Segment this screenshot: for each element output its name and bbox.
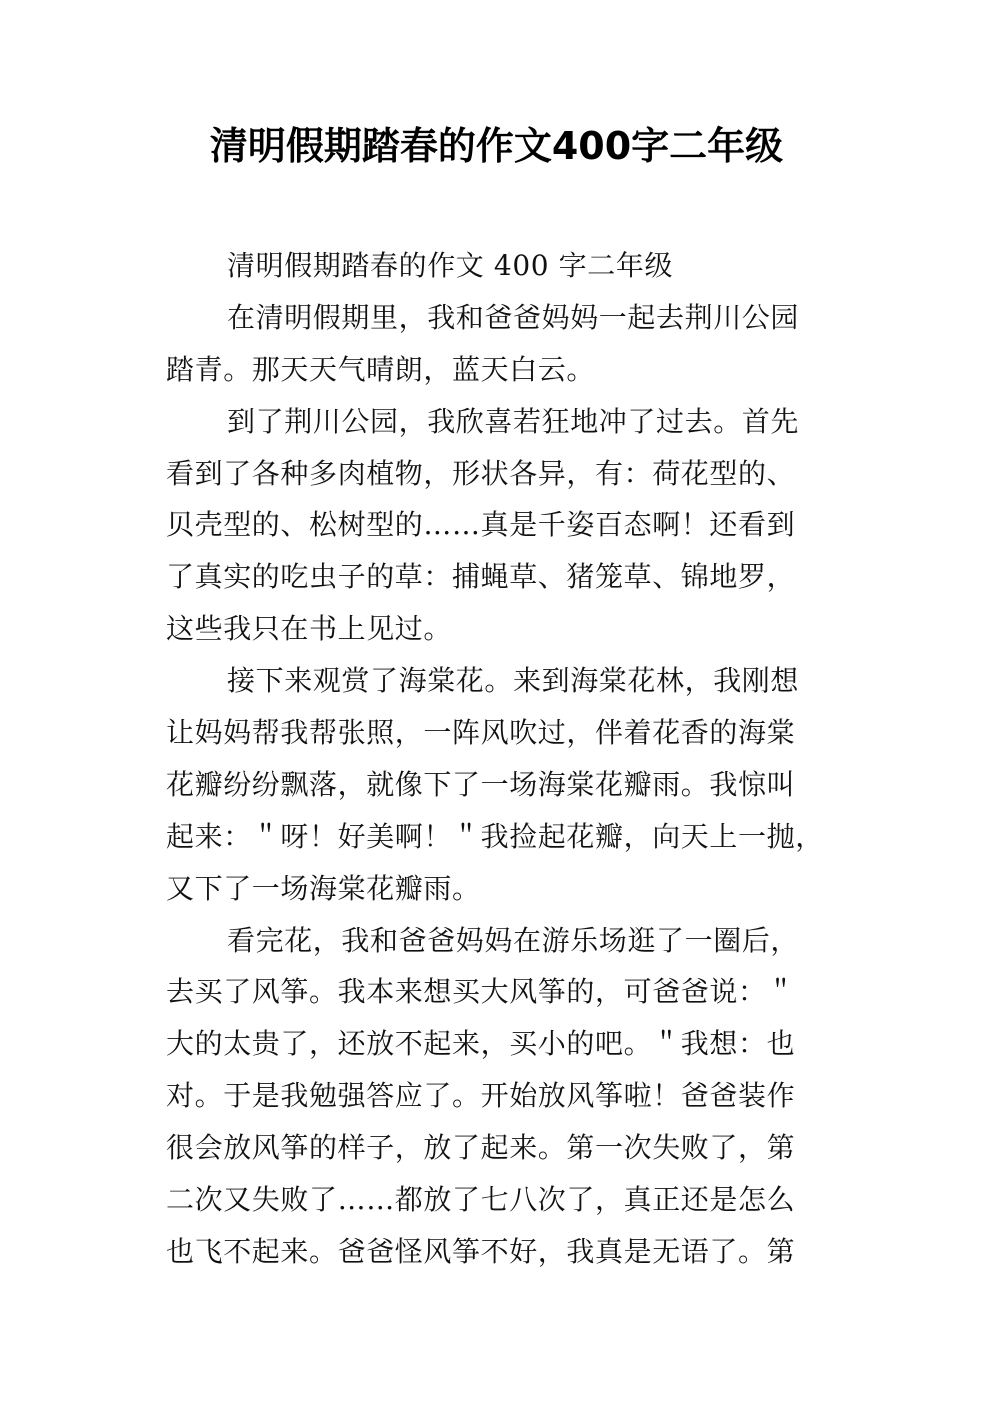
- document-body: [166, 240, 846, 1278]
- paragraph-line: 很会放风筝的样子，放了起来。第一次失败了，第: [166, 1131, 796, 1165]
- paragraph-line: 看完花，我和爸爸妈妈在游乐场逛了一圈后，: [227, 923, 800, 957]
- paragraph-line: 二次又失败了……都放了七八次了，真正还是怎么: [166, 1183, 796, 1217]
- paragraph-line: 去买了风筝。我本来想买大风筝的，可爸爸说：＂: [166, 975, 796, 1009]
- paragraph-line: 大的太贵了，还放不起来，买小的吧。＂我想：也: [166, 1027, 796, 1061]
- document-title: 清明假期踏春的作文400字二年级: [209, 124, 784, 168]
- paragraph-line: 起来：＂呀！好美啊！＂我捡起花瓣，向天上一抛，: [166, 819, 824, 853]
- paragraph-line: 在清明假期里，我和爸爸妈妈一起去荆川公园: [227, 300, 800, 334]
- paragraph-line: 对。于是我勉强答应了。开始放风筝啦！爸爸装作: [166, 1079, 796, 1113]
- paragraph-line: 贝壳型的、松树型的……真是千姿百态啊！还看到: [166, 508, 796, 542]
- paragraph-line: 接下来观赏了海棠花。来到海棠花林，我刚想: [227, 664, 800, 698]
- paragraph-line: 也飞不起来。爸爸怪风筝不好，我真是无语了。第: [166, 1234, 796, 1268]
- paragraph-line: 踏青。那天天气晴朗，蓝天白云。: [166, 352, 596, 386]
- paragraph-line: 这些我只在书上见过。: [166, 612, 453, 646]
- paragraph-line: 了真实的吃虫子的草：捕蝇草、猪笼草、锦地罗，: [166, 560, 796, 594]
- paragraph-line: 让妈妈帮我帮张照，一阵风吹过，伴着花香的海棠: [166, 716, 796, 750]
- paragraph-line: 花瓣纷纷飘落，就像下了一场海棠花瓣雨。我惊叫: [166, 767, 796, 801]
- paragraph-line: 看到了各种多肉植物，形状各异，有：荷花型的、: [166, 456, 796, 490]
- paragraph-line: 到了荆川公园，我欣喜若狂地冲了过去。首先: [227, 404, 800, 438]
- paragraph-line: 清明假期踏春的作文 400 字二年级: [227, 249, 674, 282]
- paragraph-line: 又下了一场海棠花瓣雨。: [166, 871, 481, 905]
